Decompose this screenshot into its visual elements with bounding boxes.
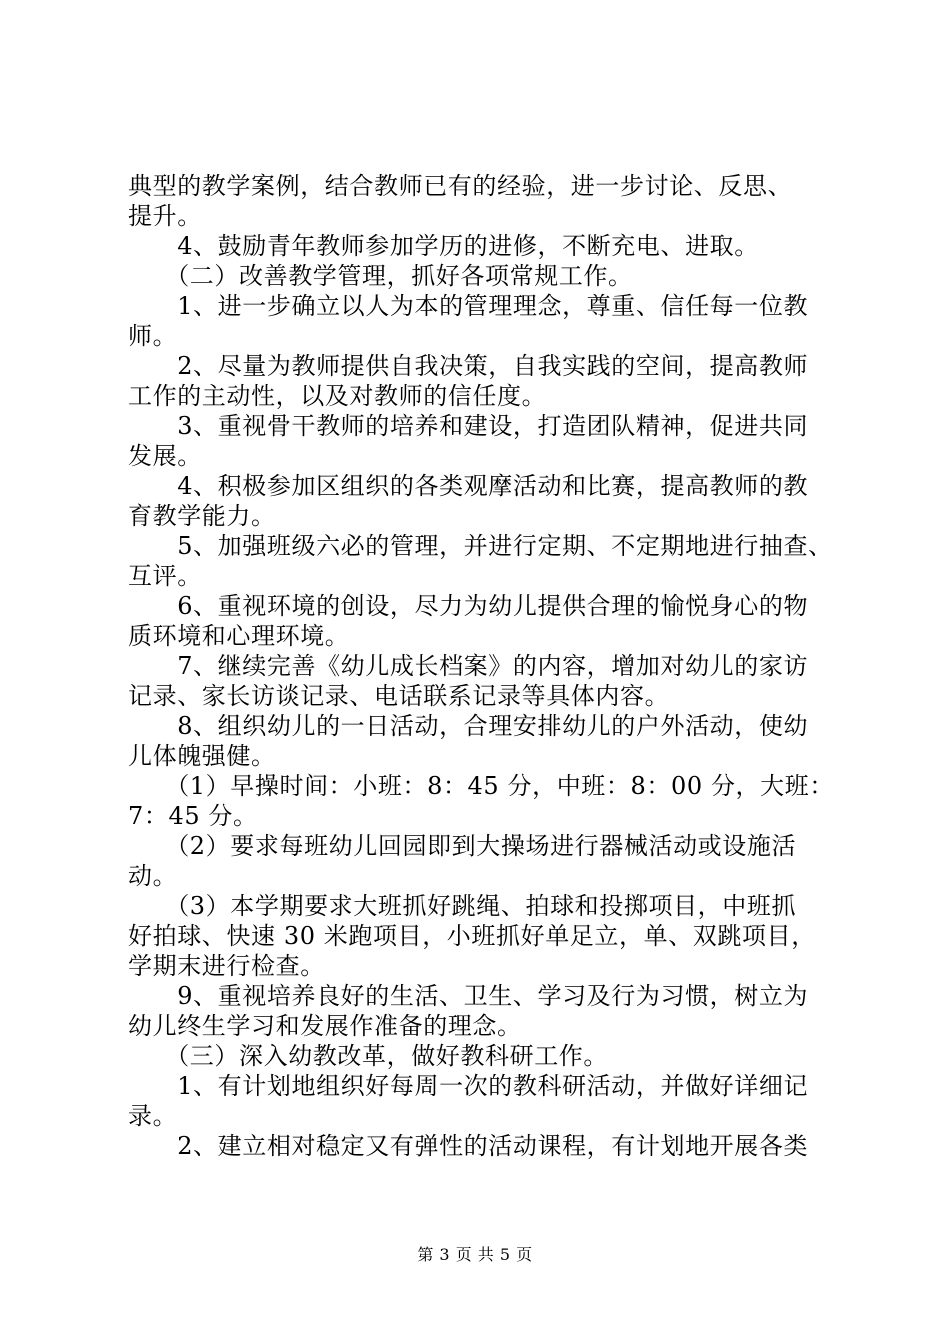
text-line: 育教学能力。 bbox=[128, 502, 276, 530]
text-line: 4、积极参加区组织的各类观摩活动和比赛，提高教师的教 bbox=[128, 472, 809, 500]
text-line: （1）早操时间：小班：8：45 分，中班：8：00 分，大班： bbox=[128, 772, 834, 800]
text-line: 儿体魄强健。 bbox=[128, 742, 276, 770]
text-line: 动。 bbox=[128, 862, 178, 890]
section-heading: （二）改善教学管理，抓好各项常规工作。 bbox=[128, 262, 633, 290]
text-line: （3）本学期要求大班抓好跳绳、拍球和投掷项目，中班抓 bbox=[128, 892, 797, 920]
text-line: （2）要求每班幼儿回园即到大操场进行器械活动或设施活 bbox=[128, 832, 797, 860]
document-body bbox=[128, 171, 840, 1161]
text-line: 幼儿终生学习和发展作准备的理念。 bbox=[128, 1012, 522, 1040]
text-line: 2、建立相对稳定又有弹性的活动课程，有计划地开展各类 bbox=[128, 1132, 809, 1160]
text-line: 典型的教学案例，结合教师已有的经验，进一步讨论、反思、 bbox=[128, 172, 793, 200]
text-line: 师。 bbox=[128, 322, 178, 350]
text-line: 6、重视环境的创设，尽力为幼儿提供合理的愉悦身心的物 bbox=[128, 592, 809, 620]
text-line: 学期末进行检查。 bbox=[128, 952, 325, 980]
text-line: 录。 bbox=[128, 1102, 178, 1130]
text-line: 5、加强班级六必的管理，并进行定期、不定期地进行抽查、 bbox=[128, 532, 833, 560]
section-heading: （三）深入幼教改革，做好教科研工作。 bbox=[128, 1042, 608, 1070]
text-line: 工作的主动性，以及对教师的信任度。 bbox=[128, 382, 547, 410]
page-number-footer: 第 3 页 共 5 页 bbox=[417, 1245, 533, 1264]
text-line: 记录、家长访谈记录、电话联系记录等具体内容。 bbox=[128, 682, 670, 710]
text-line: 提升。 bbox=[128, 202, 202, 230]
text-line: 2、尽量为教师提供自我决策，自我实践的空间，提高教师 bbox=[128, 352, 809, 380]
text-line: 互评。 bbox=[128, 562, 202, 590]
text-line: 1、进一步确立以人为本的管理理念，尊重、信任每一位教 bbox=[128, 292, 809, 320]
text-line: 7：45 分。 bbox=[128, 802, 258, 830]
text-line: 4、鼓励青年教师参加学历的进修，不断充电、进取。 bbox=[128, 232, 759, 260]
text-line: 发展。 bbox=[128, 442, 202, 470]
text-line: 质环境和心理环境。 bbox=[128, 622, 350, 650]
text-line: 好拍球、快速 30 米跑项目，小班抓好单足立，单、双跳项目， bbox=[128, 922, 816, 950]
text-line: 8、组织幼儿的一日活动，合理安排幼儿的户外活动，使幼 bbox=[128, 712, 809, 740]
text-line: 1、有计划地组织好每周一次的教科研活动，并做好详细记 bbox=[128, 1072, 809, 1100]
text-line: 7、继续完善《幼儿成长档案》的内容，增加对幼儿的家访 bbox=[128, 652, 809, 680]
text-line: 3、重视骨干教师的培养和建设，打造团队精神，促进共同 bbox=[128, 412, 809, 440]
text-line: 9、重视培养良好的生活、卫生、学习及行为习惯，树立为 bbox=[128, 982, 809, 1010]
